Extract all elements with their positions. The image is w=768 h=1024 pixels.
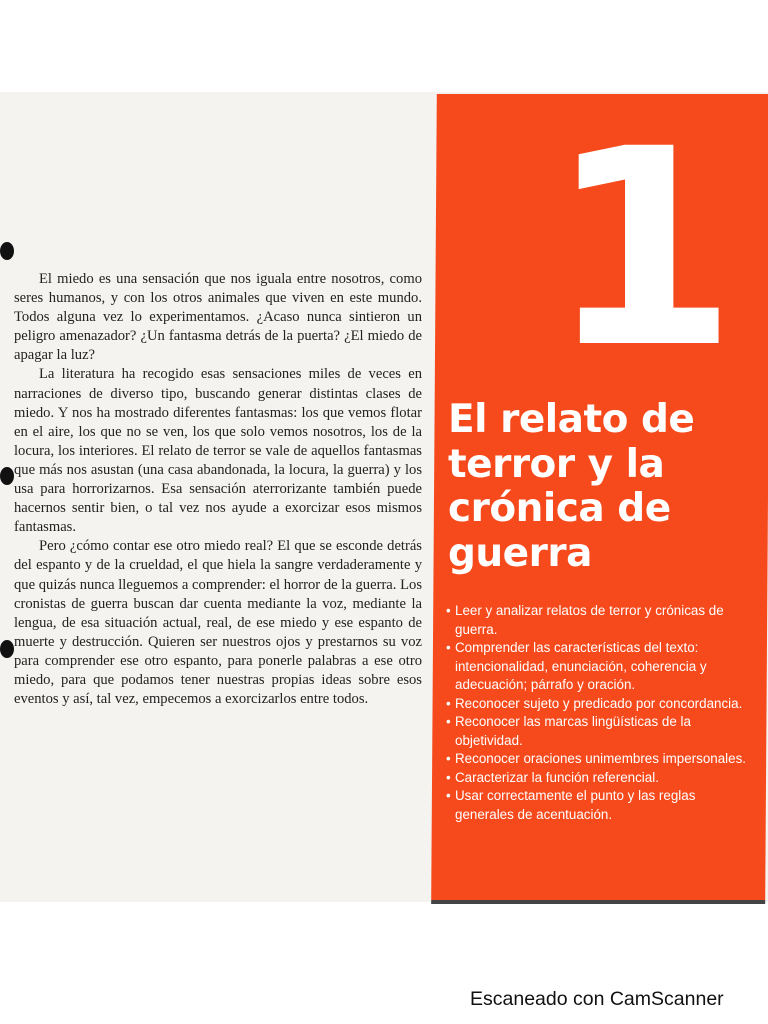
binder-hole-middle [0,467,14,485]
objective-item: • Usar correctamente el punto y las reglas generales de acentuación. [446,787,746,824]
chapter-number: 1 [548,92,738,408]
intro-paragraph-1: El miedo es una sensación que nos iguala entre nosotros, como seres humanos, y con los otros animales que viven en este mundo. Todos alguna vez lo experimentamos. ¿Acaso nunca sintieron un peligro amenazador? ¿Un fantasma detrás de la puerta? ¿El miedo de apagar la luz? [14,271,422,364]
chapter-title-line: crónica de [448,486,671,531]
intro-text [14,270,422,709]
intro-paragraph-3: Pero ¿cómo contar ese otro miedo real? El que se esconde detrás del espanto y de la crueldad, el que hiela la sangre verdaderamente y que quizás nunca lleguemos a comprender: el horror de la guerra. Los cronistas de guerra buscan dar cuenta mediante la voz, mediante la lengua, de esa situación actual, real, de ese miedo y ese espanto de muerte y destrucción. Quieren ser nuestros ojos y prestarnos su voz para comprender ese otro espanto, para ponerle palabras a ese otro miedo, para que podamos tener nuestras propias ideas sobre esos eventos y así, tal vez, empecemos a exorcizarlos entre todos. [14,538,422,708]
chapter-title-line: guerra [448,530,592,576]
objective-item: • Comprender las características del texto: intencionalidad, enunciación, coherencia y adecuación; párrafo y oración. [446,639,746,695]
intro-paragraph-2: La literatura ha recogido esas sensaciones miles de veces en narraciones de diverso tipo, buscando generar distintas clases de miedo. Y nos ha mostrado diferentes fantasmas: los que vemos flotar en el aire, los que no se ven, los que solo vemos nosotros, los de la locura, los interiores. El relato de terror se vale de aquellos fantasmas que más nos asustan (una casa abandonada, la locura, la guerra) y los usa para horrorizarnos. Esa sensación aterrorizante también puede hacernos sentir bien, o tal vez nos ayude a exorcizar esos mismos fantasmas. [14,366,422,536]
objective-item: • Reconocer las marcas lingüísticas de la objetividad. [446,713,746,750]
chapter-title [448,398,748,576]
objective-item: • Leer y analizar relatos de terror y crónicas de guerra. [446,602,746,639]
chapter-title-line: terror y la [448,441,665,487]
objective-item: • Reconocer oraciones unimembres impersonales. [446,750,746,769]
chapter-title-line: El relato de [448,397,695,442]
binder-hole-bottom [0,640,14,658]
objective-item: • Caracterizar la función referencial. [446,769,746,788]
binder-hole-top [0,242,14,260]
scanner-watermark: Escaneado con CamScanner [470,988,724,1010]
objectives-list [446,602,746,824]
objective-item: • Reconocer sujeto y predicado por concordancia. [446,695,746,714]
